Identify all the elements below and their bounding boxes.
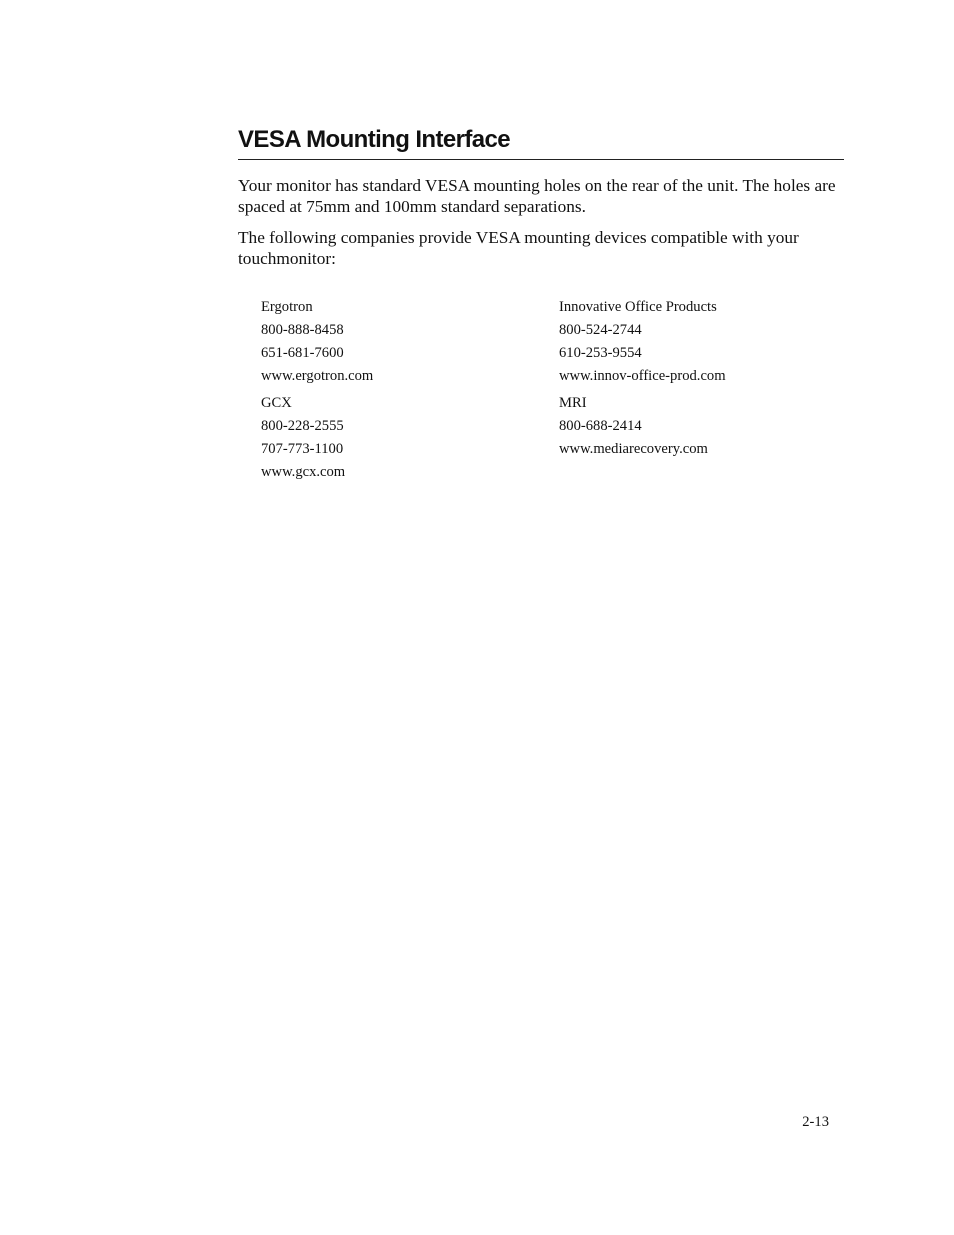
vendor-mri [559,392,859,461]
vendor-gcx [261,392,561,484]
vendor-name: Ergotron [261,299,313,315]
vendor-website: www.innov-office-prod.com [559,368,726,384]
vendor-name: GCX [261,395,292,411]
title-divider [238,159,844,160]
vendor-innovative-office-products [559,296,859,388]
page-number: 2-13 [802,1114,829,1130]
vendor-phone: 610-253-9554 [559,345,642,361]
vendor-phone: 800-688-2414 [559,418,642,434]
section-title: VESA Mounting Interface [238,126,510,153]
vendor-phone: 651-681-7600 [261,345,344,361]
vendor-ergotron [261,296,561,388]
intro-paragraph: Your monitor has standard VESA mounting holes on the rear of the unit. The holes are spaced at 75mm and 100mm standard separations. [238,176,836,216]
vendor-name: MRI [559,395,587,411]
vendor-phone: 800-228-2555 [261,418,344,434]
vendor-website: www.mediarecovery.com [559,441,708,457]
vendor-phone: 707-773-1100 [261,441,344,457]
vendor-website: www.gcx.com [261,464,346,480]
vendor-phone: 800-888-8458 [261,322,344,338]
vendor-phone: 800-524-2744 [559,322,642,338]
vendors-intro-paragraph: The following companies provide VESA mounting devices compatible with your touchmonitor: [238,228,799,268]
vendor-website: www.ergotron.com [261,368,374,384]
vendor-name: Innovative Office Products [559,299,717,315]
